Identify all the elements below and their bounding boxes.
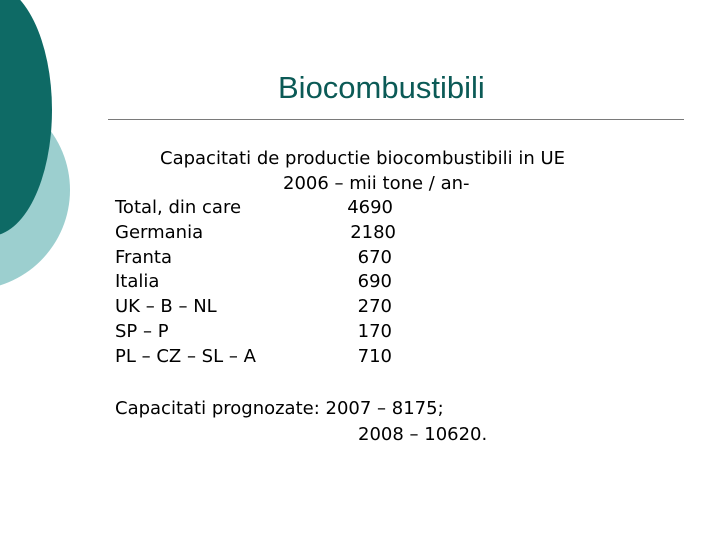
slide-title: Biocombustibili xyxy=(278,70,485,105)
row-label: Franta xyxy=(115,247,172,268)
subtitle-line-1: Capacitati de productie biocombustibili in UE xyxy=(160,148,566,169)
subtitle-line-2: 2006 – mii tone / an- xyxy=(283,173,470,194)
decorative-circles xyxy=(0,0,120,300)
row-value: 2180 xyxy=(350,222,396,243)
title-divider xyxy=(108,119,684,120)
row-value: 170 xyxy=(357,321,392,342)
row-value: 710 xyxy=(357,346,392,367)
row-value: 690 xyxy=(357,271,392,292)
row-label: Germania xyxy=(115,222,204,243)
forecast-line-1: Capacitati prognozate: 2007 – 8175; xyxy=(115,398,444,419)
forecast-line-2: 2008 – 10620. xyxy=(358,424,488,445)
row-label: SP – P xyxy=(115,321,169,342)
row-label: Total, din care xyxy=(115,197,242,218)
row-value: 670 xyxy=(357,247,392,268)
row-label: UK – B – NL xyxy=(115,296,217,317)
row-value: 4690 xyxy=(347,197,393,218)
row-value: 270 xyxy=(357,296,392,317)
row-label: PL – CZ – SL – A xyxy=(115,346,256,367)
row-label: Italia xyxy=(115,271,160,292)
